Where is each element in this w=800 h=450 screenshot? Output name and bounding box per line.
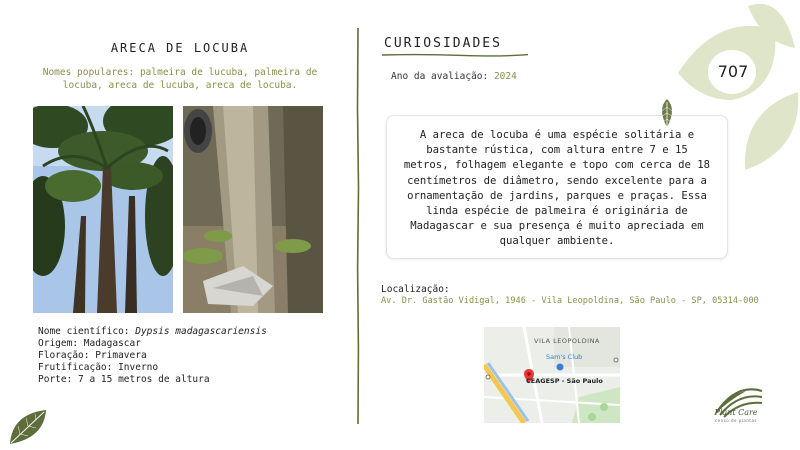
fact-origin: Origem: Madagascar <box>38 338 141 349</box>
description-text: A areca de locuba é uma espécie solitária e bastante rústica, com altura entre 7 e 15 metros, folhagem elegante e topo com cerca de 18 centímetros de diâmetro, sendo excelente para a ornamentação de jardins, parques e praças. Essa linda espécie de palmeira é originária de Madagascar e sua presença é muito apreciada em qualquer ambiente. <box>403 129 711 248</box>
species-title: ARECA DE LOCUBA <box>110 41 250 55</box>
photo-trunk <box>183 106 323 313</box>
map-place-label: CEAGESP - São Paulo <box>526 377 603 385</box>
map-poi-icon <box>556 363 564 371</box>
popular-names: Nomes populares: palmeira de lucuba, palmeira de locuba, areca de lucuba, areca de locuba. <box>42 67 318 91</box>
location-label: Localização: <box>381 284 450 295</box>
leaf-icon <box>658 99 676 129</box>
curiosities-heading: CURIOSIDADES <box>384 36 502 51</box>
vertical-divider <box>356 28 360 424</box>
evaluation-year: Ano da avaliação: 2024 <box>391 71 517 82</box>
brand-name: Plant Care <box>714 408 758 417</box>
leaf-icon <box>8 408 48 446</box>
brand-tagline: censo de plantas <box>714 418 757 423</box>
fact-fruiting: Frutificação: Inverno <box>38 362 159 373</box>
species-facts <box>38 326 267 386</box>
heading-underline <box>382 53 528 57</box>
species-number-badge: 707 <box>717 62 749 81</box>
photo-canopy <box>33 106 173 313</box>
map-district-label: VILA LEOPOLDINA <box>534 337 600 345</box>
location-map[interactable] <box>484 327 620 423</box>
fact-scientific-name: Nome científico: Dypsis madagascariensis <box>38 326 267 337</box>
fact-flowering: Floração: Primavera <box>38 350 147 361</box>
location-address[interactable]: Av. Dr. Gastão Vidigal, 1946 - Vila Leopoldina, São Paulo - SP, 05314-000 <box>381 296 759 306</box>
map-poi-label: Sam's Club <box>546 353 583 361</box>
fact-size: Porte: 7 a 15 metros de altura <box>38 374 210 385</box>
